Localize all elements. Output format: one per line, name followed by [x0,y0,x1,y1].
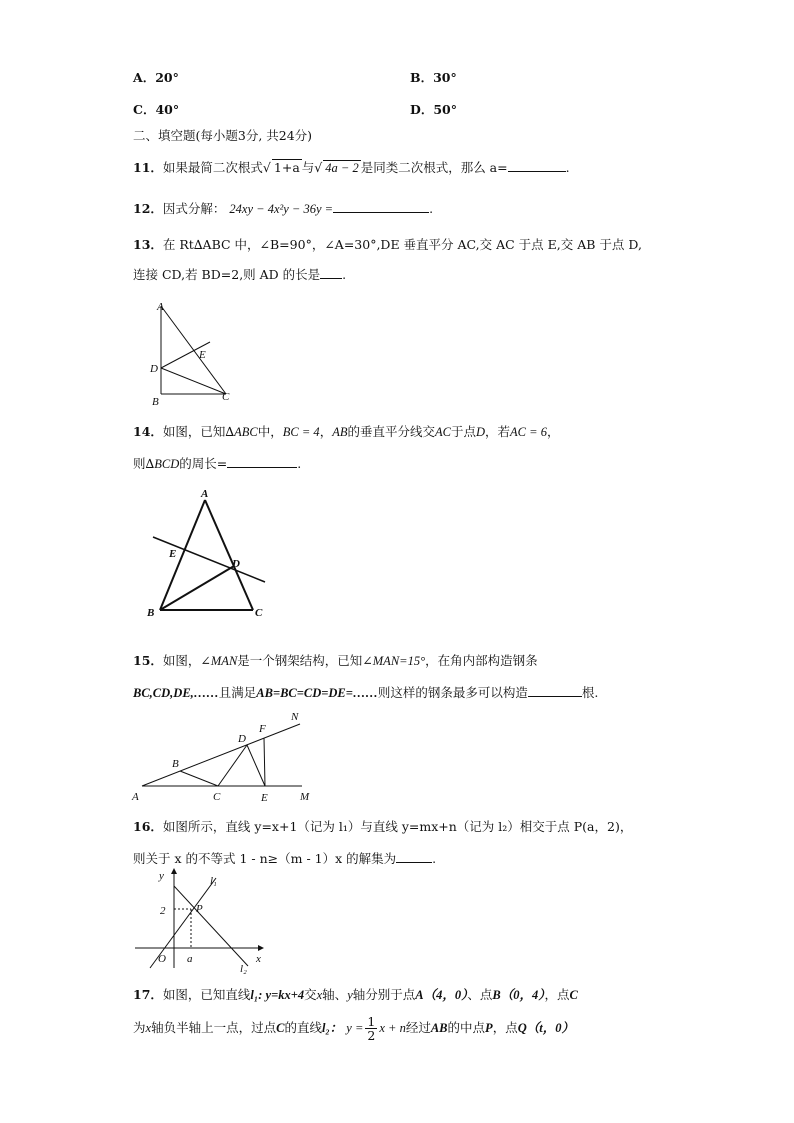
question-13-line2 [133,265,346,283]
figure-13 [140,298,240,410]
question-number: 13． [133,237,163,252]
label-d: D [150,363,158,375]
math: AB [332,425,348,439]
question-text: . [432,851,437,866]
math: C [569,988,578,1002]
label-o: O [158,953,166,965]
label-f: F [259,723,266,735]
question-text: 的直线 [284,1020,322,1035]
answer-blank[interactable] [508,171,566,172]
question-text: 轴、 [322,987,348,1002]
question-text: 是同类二次根式，那么 a= [360,160,508,175]
answer-blank[interactable] [528,696,582,697]
option-letter: C． [133,102,156,117]
label-e: E [261,792,268,804]
question-12 [133,199,433,217]
question-text: 经过 [405,1020,431,1035]
math: A（4，0） [415,988,468,1002]
math: Q（t，0） [517,1021,574,1035]
math: l₂： [321,1021,343,1035]
question-text: 的中点 [447,1020,486,1035]
question-text: ，若 [485,424,511,439]
question-number: 12． [133,201,163,216]
question-number: 17． [133,987,163,1002]
question-text: . [429,201,434,216]
label-a: a [187,953,193,965]
math: AB [430,1021,448,1035]
math: y [347,988,353,1002]
label-c: C [222,391,230,403]
math: ∠MAN=15° [362,654,426,668]
label-m: M [300,791,310,803]
question-text: . [297,456,302,471]
math: BCD [154,457,180,471]
figure-16 [130,868,270,976]
math: B（0，4） [492,988,545,1002]
label-b: B [172,758,179,770]
question-text: 连接 CD,若 BD=2,则 AD 的长是 [133,267,321,282]
math: x + n [379,1021,406,1035]
answer-blank[interactable] [396,862,432,863]
question-text: 是一个钢架结构，已知 [237,653,363,668]
math: D [476,425,486,439]
answer-blank[interactable] [333,212,429,213]
radical-1: 1+a [273,160,300,175]
label-a: A [157,301,164,313]
option-letter: B． [410,70,434,85]
question-14 [133,422,559,440]
option-letter: D． [410,102,434,117]
label-2: 2 [160,905,166,917]
label-d: D [232,558,240,570]
question-16 [133,817,632,835]
question-17-line2 [133,1015,574,1042]
label-a: A [132,791,139,803]
math: AC [435,425,451,439]
question-14-line2 [133,454,301,472]
label-d: D [238,733,246,745]
fraction-numerator: 1 [367,1014,376,1029]
question-text: ，点 [492,1020,518,1035]
option-c [133,100,179,118]
question-text: 如图，已知直线 [162,987,251,1002]
label-n: N [291,711,299,723]
question-text: 则这样的钢条最多可以构造 [377,685,528,700]
math: AB=BC=CD=DE=…… [256,686,378,700]
label-e: E [169,548,177,560]
option-b [410,68,457,86]
question-text: 的周长= [179,456,228,471]
question-text: 、点 [467,987,493,1002]
question-text: 为 [133,1020,146,1035]
question-text: . [342,267,347,282]
question-text: 且满足 [218,685,257,700]
fraction-one-half [365,1015,377,1042]
question-text: 根. [581,685,599,700]
expression: 24xy − 4x²y − 36y = [229,202,334,216]
option-letter: A． [133,70,156,85]
question-text: 则∆ [133,456,155,471]
question-text: 在 Rt∆ABC 中，∠B=90°，∠A=30°,DE 垂直平分 AC,交 AC 于点 E,交 AB 于点 D, [162,237,642,252]
question-text: 因式分解： [162,201,226,216]
fraction-denominator: 2 [367,1028,376,1043]
question-text: 如图所示，直线 y=x+1（记为 l₁）与直线 y=mx+n（记为 l₂）相交于点 P(a，2)， [162,819,633,834]
label-b: B [147,607,155,619]
math: BC = 4 [282,425,320,439]
question-number: 11． [133,160,163,175]
figure-15 [130,708,320,806]
question-text: ， [546,424,560,439]
label-l1: l₁ [210,875,217,887]
question-15-line2 [133,683,598,701]
question-text: ，点 [544,987,570,1002]
option-d [410,100,457,118]
question-16-line2 [133,849,436,867]
math: ∠MAN [200,654,238,668]
question-text: 如果最简二次根式 [162,160,263,175]
question-text: ，在角内部构造钢条 [425,653,538,668]
figure-14 [145,485,275,620]
question-text: 与 [301,160,315,175]
option-value: 30° [433,70,457,85]
question-text: 轴负半轴上一点，过点 [151,1020,277,1035]
option-value: 20° [155,70,179,85]
math: l₁: y=kx+4 [250,988,305,1002]
question-15 [133,651,538,669]
question-13 [133,235,642,253]
question-text: . [565,160,570,175]
math: P [485,1021,493,1035]
question-text: 中， [257,424,283,439]
label-x: x [256,953,261,965]
question-text: 如图， [162,653,201,668]
math: BC,CD,DE,…… [133,686,219,700]
answer-blank[interactable] [320,278,342,279]
label-l2: l₂ [240,963,247,975]
label-a: A [201,488,209,500]
question-text: ， [319,424,333,439]
question-text: 轴分别于点 [352,987,416,1002]
label-e: E [199,349,206,361]
question-number: 16． [133,819,163,834]
math: ABC [234,425,258,439]
question-text: 交 [304,987,317,1002]
question-text: 于点 [450,424,476,439]
question-text: 如图，已知∆ [162,424,235,439]
math: x [316,988,323,1002]
option-value: 50° [433,102,457,117]
math: y = [346,1021,364,1035]
question-text: 则关于 x 的不等式 1 - n≥（m - 1）x 的解集为 [133,851,397,866]
section-title: 二、填空题(每小题3分, 共24分) [133,128,313,143]
question-number: 15． [133,653,163,668]
answer-blank[interactable] [227,467,297,468]
math: AC = 6 [510,425,547,439]
option-value: 40° [155,102,180,117]
question-11: 11．如果最简二次根式√ 1+a 与√ 4a − 2 是同类二次根式，那么 a= . [133,160,570,175]
question-number: 14． [133,424,163,439]
math: C [276,1021,285,1035]
label-c: C [255,607,263,619]
question-17 [133,985,578,1003]
label-b: B [152,396,159,408]
math: x [145,1021,152,1035]
option-a [133,68,179,86]
radical-2: 4a − 2 [325,161,359,175]
label-c: C [213,791,221,803]
label-p: P [196,903,203,915]
question-text: 的垂直平分线交 [347,424,435,439]
label-y: y [159,870,164,882]
